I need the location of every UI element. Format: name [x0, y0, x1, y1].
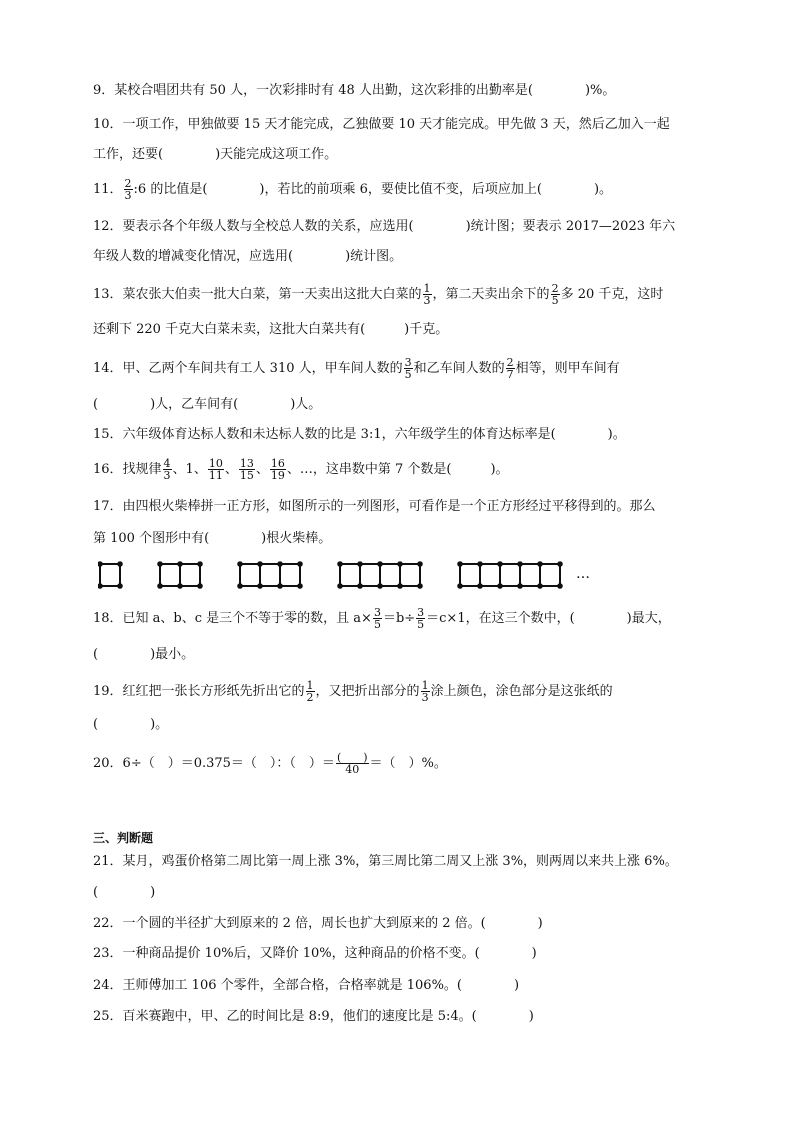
fraction	[551, 283, 560, 306]
fraction	[336, 752, 369, 775]
question-11	[93, 178, 612, 201]
numerator: 2	[551, 282, 559, 295]
section-title-judgment: 三、判断题	[93, 831, 154, 845]
fraction	[239, 458, 255, 481]
denominator: 7	[506, 368, 514, 381]
denominator: 19	[270, 469, 285, 482]
question-12-line1: 12．要表示各个年级人数与全校总人数的关系，应选用( )统计图；要表示 2017—2023 年六	[93, 219, 676, 234]
fraction	[208, 458, 224, 481]
numerator: 3	[417, 606, 425, 619]
denominator: 5	[551, 294, 559, 307]
fraction	[270, 458, 286, 481]
question-23: 23．一种商品提价 10%后，又降价 10%，这种商品的价格不变。( )	[93, 946, 537, 961]
question-21-line2: ( )	[93, 885, 156, 900]
numerator: 2	[124, 177, 132, 190]
question-text: 16．找规律	[93, 462, 162, 477]
question-text: 涂上颜色，涂色部分是这张纸的	[430, 684, 613, 699]
separator: 、	[255, 462, 269, 477]
matchstick-figures	[98, 561, 568, 591]
question-18-line2: ( )最小。	[93, 647, 195, 662]
numerator: 4	[163, 457, 171, 470]
denominator: 15	[239, 469, 254, 482]
fraction	[404, 357, 413, 380]
separator: 、1、	[172, 462, 207, 477]
denominator: 3	[421, 691, 429, 704]
question-text: ＝b÷	[382, 611, 416, 626]
numerator: 2	[506, 356, 514, 369]
fraction	[416, 607, 425, 630]
question-19-line1	[93, 680, 613, 703]
fraction	[163, 458, 172, 481]
question-text: 相等，则甲车间有	[515, 361, 620, 376]
question-19-line2: ( )。	[93, 717, 169, 732]
numerator: 3	[404, 356, 412, 369]
matchstick-figure-2	[158, 562, 202, 588]
fraction	[306, 680, 315, 703]
question-20	[93, 752, 447, 775]
denominator: 2	[306, 691, 314, 704]
fraction	[373, 607, 382, 630]
question-text: ，第二天卖出余下的	[432, 287, 550, 302]
denominator: 40	[345, 763, 360, 776]
denominator: 3	[423, 294, 431, 307]
numerator: 16	[270, 457, 285, 470]
question-text: ＝（ ）%。	[369, 756, 447, 771]
question-text: 19．红红把一张长方形纸先折出它的	[93, 684, 305, 699]
denominator: 11	[208, 469, 223, 482]
question-text: 18．已知 a、b、c 是三个不等于零的数，且 a×	[93, 611, 372, 626]
question-12-line2: 年级人数的增减变化情况，应选用( )统计图。	[93, 249, 403, 264]
numerator: 3	[373, 606, 381, 619]
question-14-line2: ( )人，乙车间有( )人。	[93, 397, 322, 412]
question-10-line2: 工作，还要( )天能完成这项工作。	[93, 147, 338, 162]
question-text: ，又把折出部分的	[315, 684, 420, 699]
question-18-line1	[93, 607, 671, 630]
question-22: 22．一个圆的半径扩大到原来的 2 倍，周长也扩大到原来的 2 倍。( )	[93, 916, 543, 931]
matchstick-figure-5	[458, 562, 562, 588]
question-10-line1: 10．一项工作，甲独做要 15 天才能完成，乙独做要 10 天才能完成。甲先做 3 天，然后乙加入一起	[93, 117, 670, 132]
denominator: 5	[373, 618, 381, 631]
fraction	[506, 357, 515, 380]
question-text: :6 的比值是( )，若比的前项乘 6，要使比值不变，后项应加上( )。	[133, 182, 613, 197]
question-text: 多 20 千克，这时	[560, 287, 664, 302]
question-text: ＝c×1，在这三个数中，( )最大，	[426, 611, 671, 626]
question-16	[93, 458, 509, 481]
denominator: 5	[404, 368, 412, 381]
question-text: 20．6÷（ ）＝0.375＝（ ）：（ ）＝	[93, 756, 335, 771]
question-text: 、…，这串数中第 7 个数是( )。	[286, 462, 509, 477]
question-text: 14．甲、乙两个车间共有工人 310 人，甲车间人数的	[93, 361, 403, 376]
numerator: 10	[208, 457, 223, 470]
fraction	[421, 680, 430, 703]
denominator: 3	[163, 469, 171, 482]
matchstick-figure-3	[238, 562, 302, 588]
numerator: 1	[423, 282, 431, 295]
denominator: 3	[124, 189, 132, 202]
fraction	[124, 178, 133, 201]
question-14-line1	[93, 357, 620, 380]
denominator: 5	[417, 618, 425, 631]
question-9: 9．某校合唱团共有 50 人，一次彩排时有 48 人出勤，这次彩排的出勤率是( )%。	[93, 83, 616, 98]
numerator: 13	[239, 457, 254, 470]
question-15: 15．六年级体育达标人数和未达标人数的比是 3:1，六年级学生的体育达标率是( )。	[93, 427, 626, 442]
numerator: 1	[306, 679, 314, 692]
question-text: 和乙车间人数的	[413, 361, 505, 376]
matchstick-figure-4	[338, 562, 422, 588]
numerator: 1	[421, 679, 429, 692]
question-21-line1: 21．某月，鸡蛋价格第二周比第一周上涨 3%，第三周比第二周又上涨 3%，则两周以来共上涨 6%。	[93, 854, 678, 869]
separator: 、	[224, 462, 238, 477]
question-13-line1	[93, 283, 663, 306]
ellipsis: …	[576, 566, 591, 582]
matchstick-figure-1	[98, 562, 122, 588]
question-25: 25．百米赛跑中，甲、乙的时间比是 8:9，他们的速度比是 5:4。( )	[93, 1009, 534, 1024]
question-number: 11．	[93, 182, 123, 197]
question-13-line2: 还剩下 220 千克大白菜未卖，这批大白菜共有( )千克。	[93, 322, 449, 337]
numerator: ( )	[336, 751, 368, 764]
question-24: 24．王师傅加工 106 个零件，全部合格，合格率就是 106%。( )	[93, 978, 520, 993]
fraction	[423, 283, 432, 306]
question-17-line2: 第 100 个图形中有( )根火柴棒。	[93, 531, 332, 546]
question-text: 13．菜农张大伯卖一批大白菜，第一天卖出这批大白菜的	[93, 287, 422, 302]
question-17-line1: 17．由四根火柴棒拼一正方形，如图所示的一列图形，可看作是一个正方形经过平移得到的。那么	[93, 499, 656, 514]
